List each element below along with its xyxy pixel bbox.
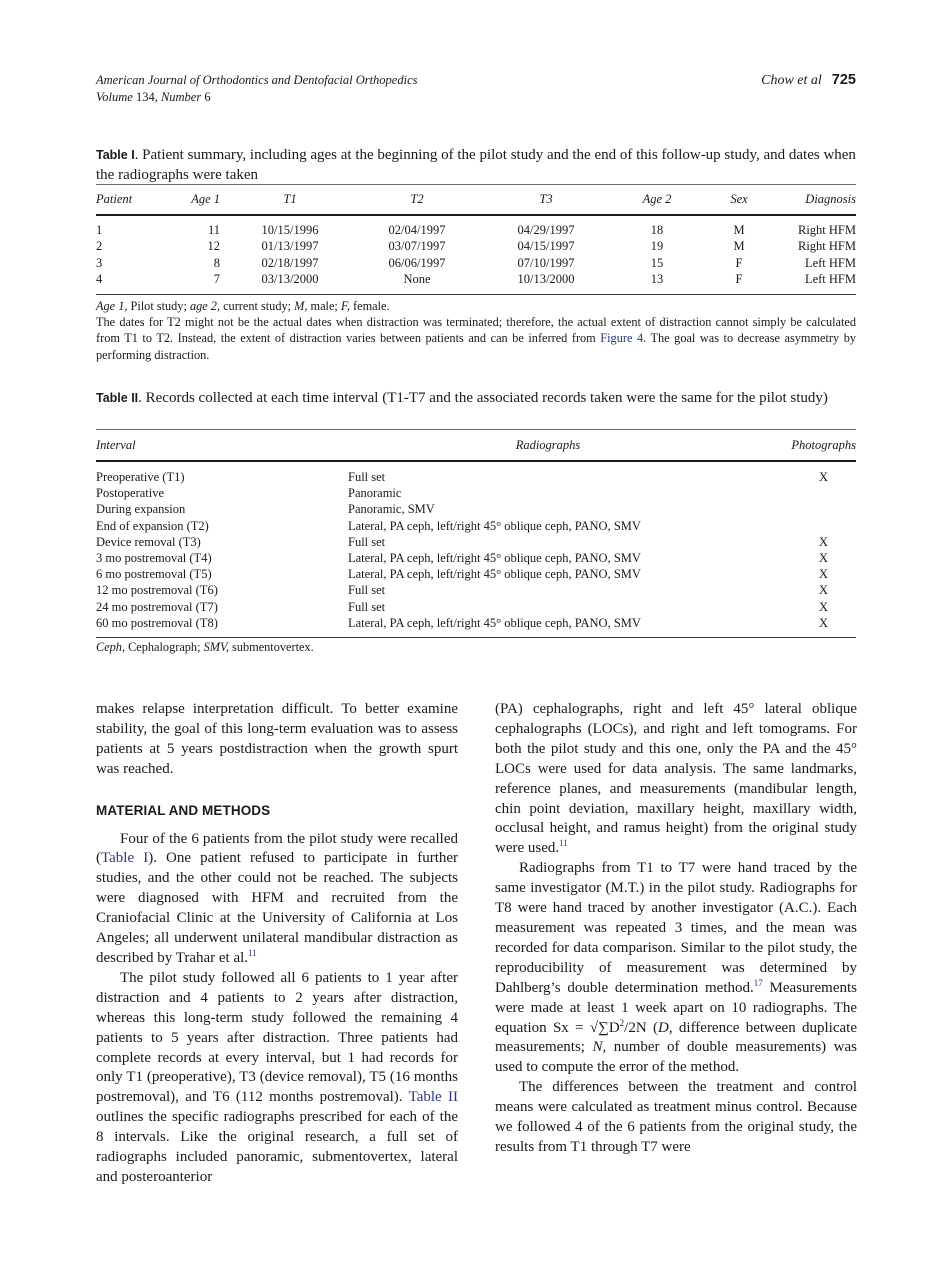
table1-note: The dates for T2 might not be the actual dates when distraction was terminated; therefore, the actual extent of distraction cannot simply be calculated from T1 to T2. Instead, the extent of distraction varies between patients and can be inferred from Figure 4. The goal was to decrease asymmetry by performing distraction.: [96, 315, 857, 362]
table2-footnotes: Ceph, Cephalograph; SMV, submentovertex.: [96, 640, 314, 654]
col-header-age1: Age 1: [191, 192, 220, 206]
table2-label: Table II: [96, 391, 139, 405]
volume-number: Volume 134, Number 6: [96, 90, 211, 104]
table1-abbreviations: Age 1, Pilot study; age 2, current study; M, male; F, female.: [96, 299, 390, 313]
section-heading-methods: MATERIAL AND METHODS: [96, 802, 271, 818]
table1-header-row: [96, 185, 856, 216]
table-row: 4 7 03/13/2000 None 10/13/2000 13 F Left HFM: [96, 271, 856, 295]
table-row: Device removal (T3) Full set X: [96, 534, 828, 549]
table2-caption: [96, 388, 856, 408]
table1-link[interactable]: Table I: [101, 850, 149, 867]
table-row: 3 mo postremoval (T4) Lateral, PA ceph, left/right 45° oblique ceph, PANO, SMV X: [96, 551, 828, 566]
table2-link[interactable]: Table II: [408, 1089, 458, 1106]
table-row: Postoperative Panoramic: [96, 486, 402, 501]
col-header-t2: T2: [410, 192, 424, 206]
table-row: 2 12 01/13/1997 03/07/1997 04/15/1997 19 M Right HFM: [96, 239, 856, 254]
table-row: Preoperative (T1) Full set X: [96, 470, 828, 485]
table-row: End of expansion (T2) Lateral, PA ceph, left/right 45° oblique ceph, PANO, SMV: [96, 518, 641, 533]
table-row: 6 mo postremoval (T5) Lateral, PA ceph, left/right 45° oblique ceph, PANO, SMV X: [96, 567, 828, 582]
col-header-diagnosis: Diagnosis: [805, 192, 856, 206]
col-header-patient: Patient: [96, 192, 133, 206]
table1-patient-summary: [96, 184, 856, 295]
table-row: 1 11 10/15/1996 02/04/1997 04/29/1997 18 M Right HFM: [96, 223, 856, 238]
running-header: [96, 72, 856, 106]
col-header-interval: Interval: [96, 437, 136, 452]
page-number: 725: [831, 72, 856, 88]
table2-caption-text: . Records collected at each time interval (T1-T7 and the associated records taken were the same for the pilot study): [138, 390, 828, 406]
reference-17-link[interactable]: 17: [753, 977, 763, 988]
table1-caption: [96, 145, 856, 185]
body-paragraph: The differences between the treatment and control means were calculated as treatment minus control. Because we followed 4 of the 6 patients from the original study, the results from T1 through T7 were: [495, 1079, 857, 1155]
col-header-photographs: Photographs: [791, 437, 856, 452]
journal-citation: [96, 72, 856, 106]
col-header-radiographs: Radiographs: [515, 437, 581, 452]
table-row: 24 mo postremoval (T7) Full set X: [96, 599, 828, 614]
author-page: [761, 72, 856, 89]
body-column-right: [495, 700, 857, 1158]
table1-footnotes: [96, 298, 856, 363]
table-row: 12 mo postremoval (T6) Full set X: [96, 583, 828, 598]
col-header-age2: Age 2: [642, 192, 672, 206]
body-column-left: [96, 700, 458, 1188]
authors: Chow et al: [761, 73, 822, 88]
table-row: 60 mo postremoval (T8) Lateral, PA ceph, left/right 45° oblique ceph, PANO, SMV X: [96, 615, 856, 638]
table2-header-row: [96, 430, 856, 462]
figure4-link[interactable]: Figure 4: [600, 331, 644, 346]
reference-11-link[interactable]: 11: [559, 838, 568, 849]
table1-caption-text: . Patient summary, including ages at the beginning of the pilot study and the end of this follow-up study, and dates when the radiographs were taken: [96, 147, 856, 183]
body-paragraph: makes relapse interpretation difficult. To better examine stability, the goal of this long-term evaluation was to assess patients at 5 years postdistraction when the growth spurt was reached.: [96, 701, 458, 777]
table2-records: [96, 429, 856, 638]
table-row: 3 8 02/18/1997 06/06/1997 07/10/1997 15 F Left HFM: [96, 255, 856, 270]
table-row: During expansion Panoramic, SMV: [96, 502, 435, 517]
table1-label: Table I: [96, 148, 135, 162]
reference-11-link[interactable]: 11: [248, 947, 257, 958]
journal-title: American Journal of Orthodontics and Dentofacial Orthopedics: [96, 73, 418, 87]
col-header-t3: T3: [539, 192, 553, 206]
body-paragraph: The pilot study followed all 6 patients to 1 year after distraction and 4 patients to 2 years after distraction, whereas this long-term study followed the remaining 4 patients to 5 years after distraction. Three patients had complete records at every interval, but 1 had records for only T1 (preoperative), T3 (device removal), T5 (16 months postremoval), and T6 (112 months postremoval). Table II outlines the specific radiographs prescribed for each of the 8 intervals. Like the original research, a full set of radiographs included panoramic, submentovertex, lateral and posteroanterior: [96, 969, 458, 1185]
col-header-sex: Sex: [730, 192, 748, 206]
col-header-t1: T1: [283, 192, 297, 206]
body-paragraph: Radiographs from T1 to T7 were hand traced by the same investigator (M.T.) in the pilot study. Radiographs for T8 were hand traced by another investigator (A.C.). Each measurement was repeated 3 times, and the mean was recorded for data comparison. Similar to the pilot study, the reproducibility of measurement was determined by Dahlberg’s double determination method.$^{17}$ Measurements were made at least 1 week apart on 10 radiographs. The equation $Sx = √\sum D^2/2N$ (D, difference between duplicate measurements; N, number of double measurements) was used to compute the error of the method.: [495, 860, 857, 1076]
body-paragraph: (PA) cephalographs, right and left 45° lateral oblique cephalographs (LOCs), and right and left tomograms. For both the pilot study and this one, only the PA and the 45° LOCs were used for data analysis. The same landmarks, reference planes, and measurements (mandibular length, chin point deviation, maxillary height, maxillary width, occlusal height, and ramus height) from the original study were used.$^{11}$: [495, 701, 857, 857]
body-paragraph: Four of the 6 patients from the pilot study were recalled (Table I). One patient refused to participate in further studies, and the other could not be reached. The subjects were diagnosed with HFM and recruited from the Craniofacial Clinic at the University of California at Los Angeles; all underwent unilateral mandibular distraction as described by Trahar et al.$^{11}$: [96, 830, 459, 966]
